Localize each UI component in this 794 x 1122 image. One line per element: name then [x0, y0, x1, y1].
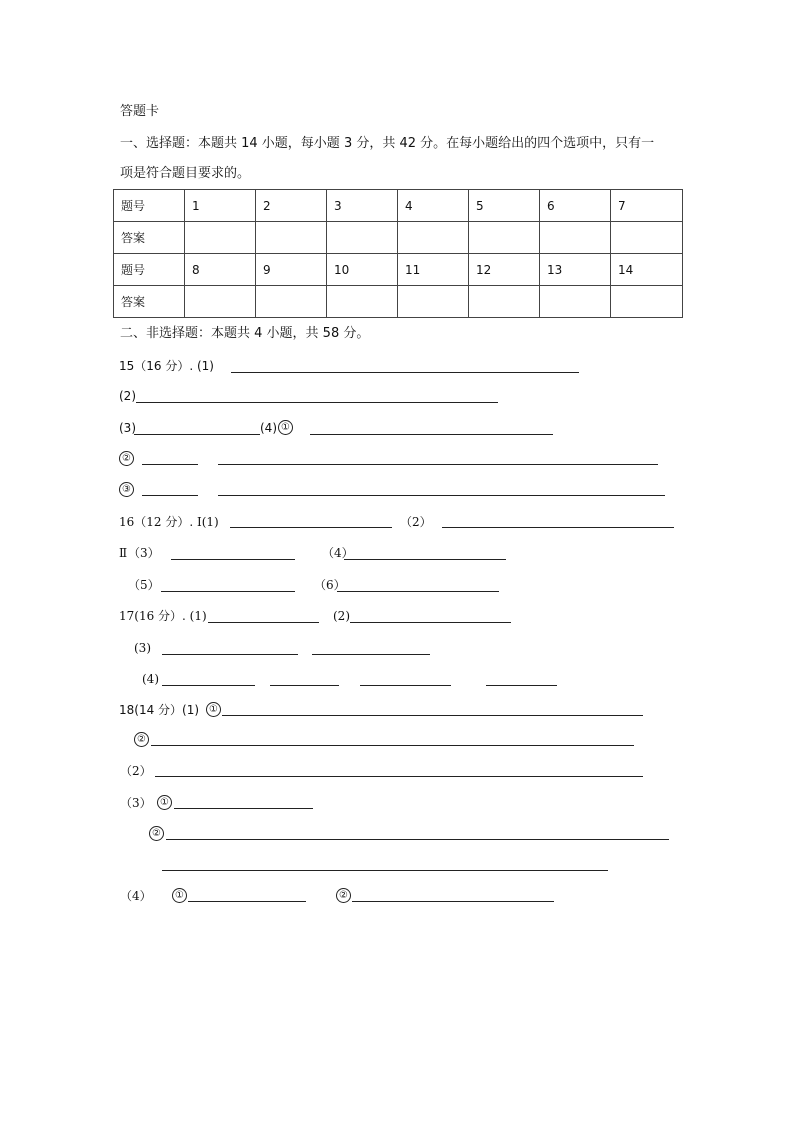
- answer-cell-5[interactable]: [469, 222, 540, 254]
- q16-part2-label: （2）: [400, 515, 432, 529]
- q15-part4-3-short-blank[interactable]: [142, 495, 198, 496]
- answer-cell-11[interactable]: [398, 286, 469, 318]
- question-number: 12: [469, 254, 540, 286]
- q15-part4-1-blank[interactable]: [310, 434, 553, 435]
- circled-two-icon: ②: [119, 451, 134, 466]
- question-number: 8: [185, 254, 256, 286]
- q15-part1-blank[interactable]: [231, 372, 579, 373]
- q16-part5-blank[interactable]: [161, 591, 295, 592]
- circled-two-icon: ②: [134, 732, 149, 747]
- q17-part2-blank[interactable]: [350, 622, 511, 623]
- q17-part3-label: (3): [134, 641, 151, 655]
- row-label-answer: 答案: [114, 222, 185, 254]
- answer-cell-1[interactable]: [185, 222, 256, 254]
- q17-part4-blank-2[interactable]: [270, 685, 339, 686]
- question-number: 10: [327, 254, 398, 286]
- q17-part4-blank-1[interactable]: [162, 685, 255, 686]
- q18-part4-label: （4）: [120, 889, 152, 903]
- q18-part3-label: （3）: [120, 796, 152, 810]
- q18-part3-2-continuation-blank[interactable]: [162, 870, 608, 871]
- q15-part4-3-long-blank[interactable]: [218, 495, 665, 496]
- q18-part4-1-blank[interactable]: [188, 901, 306, 902]
- q18-part1-1-blank[interactable]: [222, 715, 643, 716]
- row-label-question: 题号: [114, 190, 185, 222]
- answer-cell-14[interactable]: [611, 286, 683, 318]
- circled-one-icon: ①: [172, 888, 187, 903]
- q15-part4-2-long-blank[interactable]: [218, 464, 658, 465]
- answer-grid: [113, 189, 683, 318]
- q15-part4-2-short-blank[interactable]: [142, 464, 198, 465]
- q17-part4-label: (4): [142, 672, 159, 686]
- q17-part2-label: (2): [333, 609, 350, 623]
- q16-part5-label: （5）: [128, 578, 160, 592]
- q15-part2-blank[interactable]: [136, 402, 498, 403]
- circled-three-icon: ③: [119, 482, 134, 497]
- answer-cell-10[interactable]: [327, 286, 398, 318]
- question-number: 2: [256, 190, 327, 222]
- circled-two-icon: ②: [149, 826, 164, 841]
- page-title: 答题卡: [120, 104, 160, 119]
- answer-cell-13[interactable]: [540, 286, 611, 318]
- q15-part3-blank[interactable]: [134, 434, 260, 435]
- q17-part4-blank-4[interactable]: [486, 685, 557, 686]
- q18-part2-blank[interactable]: [155, 776, 643, 777]
- q16-roman-two: Ⅱ: [119, 546, 128, 560]
- question-number: 13: [540, 254, 611, 286]
- question-number: 7: [611, 190, 683, 222]
- q17-part3-blank-2[interactable]: [312, 654, 430, 655]
- answer-row-2: [114, 286, 683, 318]
- q15-part3-label: (3): [119, 421, 136, 435]
- section1-instructions-line2: 项是符合题目要求的。: [120, 166, 251, 181]
- q18-part2-label: （2）: [120, 764, 152, 778]
- q18-label: 18(14 分）(1): [119, 703, 200, 717]
- answer-row-1: [114, 222, 683, 254]
- answer-cell-9[interactable]: [256, 286, 327, 318]
- q18-part3-1-blank[interactable]: [174, 808, 313, 809]
- q17-part3-blank-1[interactable]: [162, 654, 298, 655]
- circled-one-icon: ①: [206, 702, 221, 717]
- answer-cell-3[interactable]: [327, 222, 398, 254]
- q17-part4-blank-3[interactable]: [360, 685, 451, 686]
- question-number: 4: [398, 190, 469, 222]
- row-label-question: 题号: [114, 254, 185, 286]
- q16-part2-blank[interactable]: [442, 527, 674, 528]
- answer-cell-8[interactable]: [185, 286, 256, 318]
- question-number: 1: [185, 190, 256, 222]
- question-number-row-2: [114, 254, 683, 286]
- section2-title: 二、非选择题：本题共 4 小题，共 58 分。: [120, 326, 370, 341]
- question-number: 6: [540, 190, 611, 222]
- answer-cell-12[interactable]: [469, 286, 540, 318]
- q15-label: 15（16 分）. (1): [119, 359, 214, 373]
- answer-cell-2[interactable]: [256, 222, 327, 254]
- circled-one-icon: ①: [157, 795, 172, 810]
- q16-part4-blank[interactable]: [344, 559, 506, 560]
- question-number: 3: [327, 190, 398, 222]
- q16-part4-label: （4）: [322, 546, 354, 560]
- q18-part4-2-blank[interactable]: [352, 901, 554, 902]
- section1-instructions-line1: 一、选择题：本题共 14 小题，每小题 3 分，共 42 分。在每小题给出的四个选项中，只有一: [120, 136, 655, 151]
- answer-cell-6[interactable]: [540, 222, 611, 254]
- question-number-row-1: [114, 190, 683, 222]
- row-label-answer: 答案: [114, 286, 185, 318]
- q15-part4-label: (4): [260, 421, 277, 435]
- q17-label: 17(16 分）. (1): [119, 609, 207, 623]
- circled-one-icon: ①: [278, 420, 293, 435]
- q16-part3-blank[interactable]: [171, 559, 295, 560]
- q16-part6-blank[interactable]: [337, 591, 499, 592]
- q16-part1-blank[interactable]: [230, 527, 392, 528]
- q16-label: 16（12 分）. Ⅰ(1): [119, 515, 219, 529]
- question-number: 11: [398, 254, 469, 286]
- q17-part1-blank[interactable]: [208, 622, 319, 623]
- question-number: 9: [256, 254, 327, 286]
- q15-part2-label: (2): [119, 389, 136, 403]
- answer-cell-4[interactable]: [398, 222, 469, 254]
- q18-part3-2-blank[interactable]: [166, 839, 669, 840]
- circled-two-icon: ②: [336, 888, 351, 903]
- q18-part1-2-blank[interactable]: [151, 745, 634, 746]
- answer-cell-7[interactable]: [611, 222, 683, 254]
- question-number: 14: [611, 254, 683, 286]
- question-number: 5: [469, 190, 540, 222]
- q16-part3-label: （3）: [128, 546, 160, 560]
- q16-part6-label: （6）: [314, 578, 346, 592]
